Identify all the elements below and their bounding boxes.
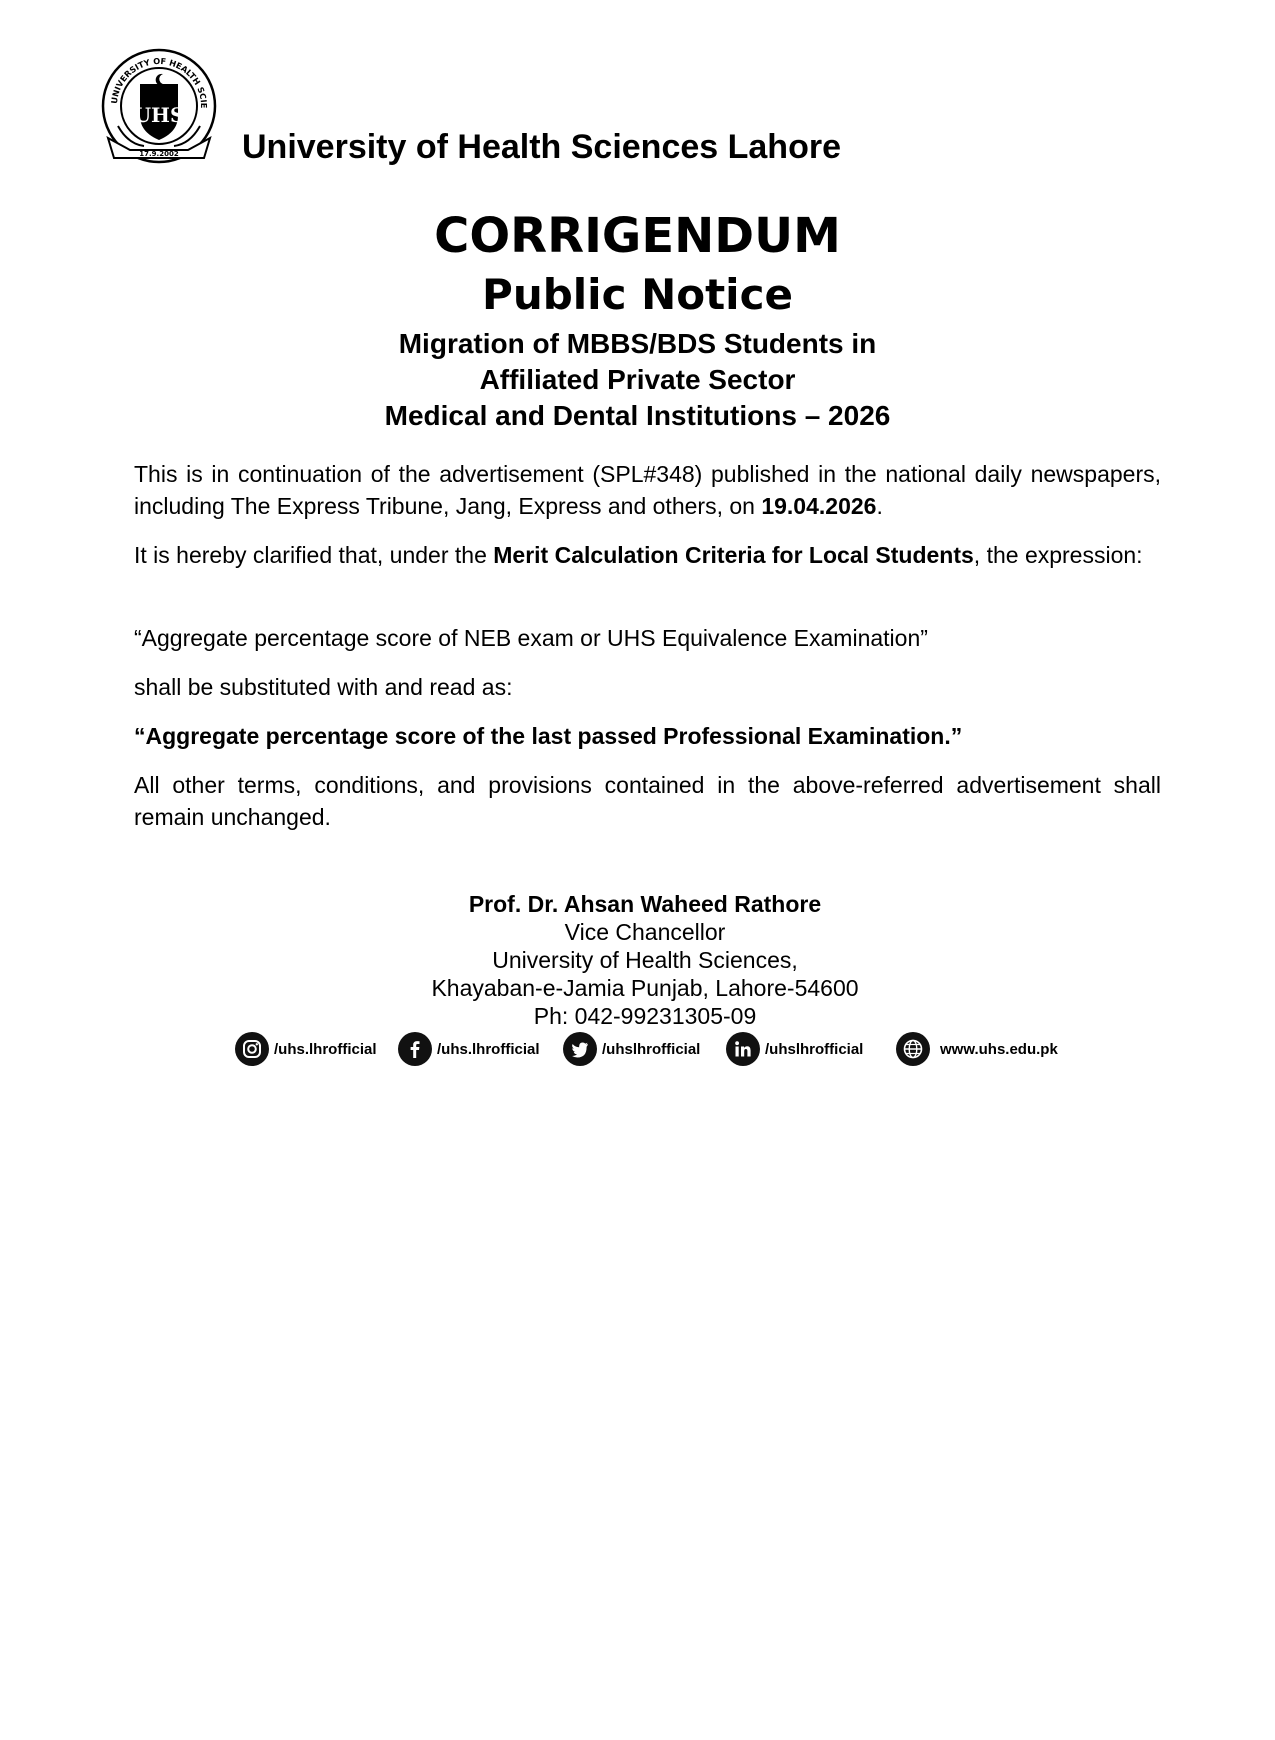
paragraph-clarification: It is hereby clarified that, under the Merit Calculation Criteria for Local Students, the expression:: [134, 542, 1143, 568]
merit-criteria-term: Merit Calculation Criteria for Local Students: [493, 542, 974, 568]
signatory-phone: Ph: 042-99231305-09: [533, 1003, 757, 1029]
paragraph-continuation: This is in continuation of the advertisement (SPL#348) published in the national daily newspapers, including The Express Tribune, Jang, Express and others, on 19.04.2026.: [134, 461, 1161, 519]
signatory-organization: University of Health Sciences,: [492, 947, 798, 973]
substitution-text: shall be substituted with and read as:: [134, 674, 513, 700]
advertisement-date: 19.04.2026: [761, 493, 877, 519]
signatory-address: Khayaban-e-Jamia Punjab, Lahore-54600: [431, 975, 859, 1001]
twitter-handle[interactable]: /uhslhrofficial: [602, 1040, 701, 1058]
closing-paragraph: All other terms, conditions, and provisions contained in the above-referred advertisement shall remain unchanged.: [134, 772, 1161, 830]
subtitle-line-2: Affiliated Private Sector: [479, 364, 796, 395]
signatory-name: Prof. Dr. Ahsan Waheed Rathore: [468, 891, 822, 917]
social-linkedin[interactable]: [726, 1030, 863, 1068]
globe-icon: [896, 1032, 930, 1066]
linkedin-handle[interactable]: /uhslhrofficial: [765, 1040, 864, 1058]
facebook-handle[interactable]: /uhs.lhrofficial: [437, 1040, 540, 1058]
public-notice-title: Public Notice: [482, 270, 793, 319]
logo-ring-text: UNIVERSITY OF HEALTH SCIE: [108, 55, 210, 109]
facebook-icon: [398, 1032, 432, 1066]
twitter-icon: [563, 1032, 597, 1066]
social-twitter[interactable]: [563, 1030, 700, 1068]
old-expression: “Aggregate percentage score of NEB exam or UHS Equivalence Examination”: [134, 625, 928, 651]
instagram-icon: [235, 1032, 269, 1066]
new-expression: “Aggregate percentage score of the last passed Professional Examination.”: [134, 723, 963, 749]
corrigendum-title: CORRIGENDUM: [434, 208, 841, 264]
social-instagram[interactable]: [235, 1030, 377, 1068]
signatory-designation: Vice Chancellor: [564, 919, 726, 945]
subtitle-line-1: Migration of MBBS/BDS Students in: [398, 328, 877, 359]
linkedin-icon: [726, 1032, 760, 1066]
logo-banner-text: 17.9.2002: [139, 150, 179, 158]
uhs-logo: [100, 46, 218, 172]
subtitle-line-3: Medical and Dental Institutions – 2026: [384, 400, 891, 431]
website-url[interactable]: www.uhs.edu.pk: [940, 1040, 1058, 1058]
logo-monogram: UHS: [133, 103, 185, 127]
instagram-handle[interactable]: /uhs.lhrofficial: [274, 1040, 377, 1058]
social-facebook[interactable]: [398, 1030, 540, 1068]
social-website[interactable]: [896, 1030, 1058, 1068]
university-name: University of Health Sciences Lahore: [242, 128, 841, 166]
